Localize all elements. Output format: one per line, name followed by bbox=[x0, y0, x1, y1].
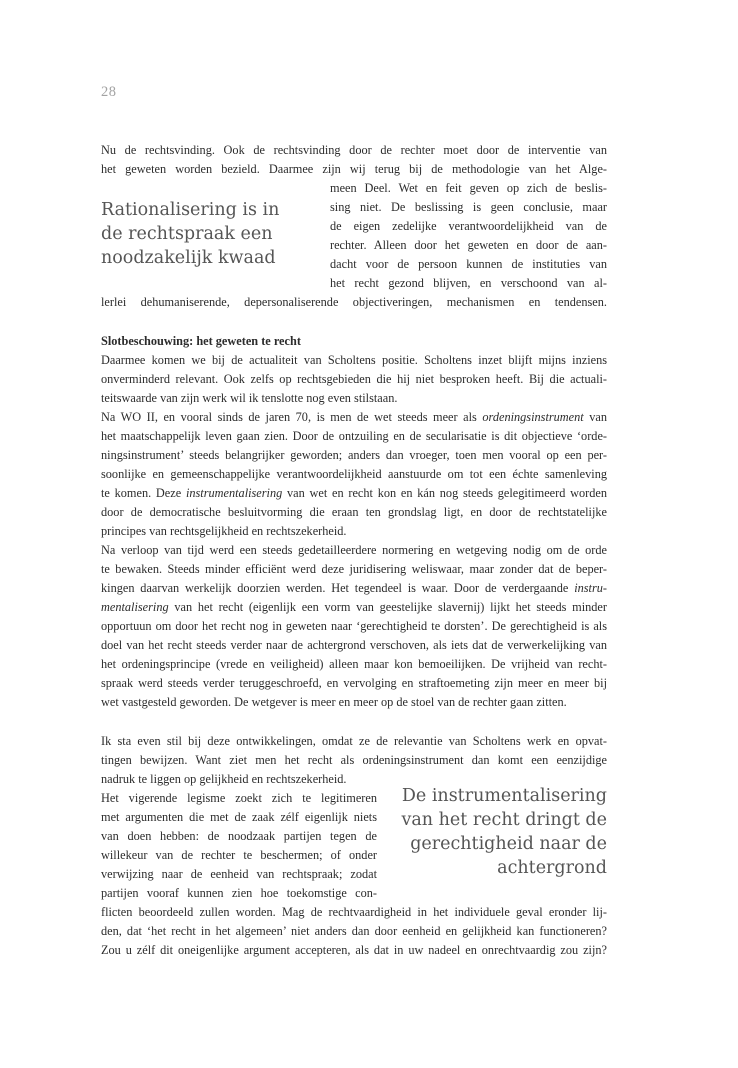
text-line: opportuun om door het recht nog in geweten naar ‘gerechtigheid te dorsten’. De gerechtigheid is als bbox=[101, 619, 607, 633]
text-line: nadruk te liggen op gelijkheid en rechtszekerheid. bbox=[101, 772, 347, 786]
text-line: te komen. Deze instrumentalisering van wet en recht kon en kán nog steeds gelegitimeerd worden bbox=[101, 486, 607, 500]
text-line: Het vigerende legisme zoekt zich te legitimeren bbox=[101, 791, 377, 805]
text-line: Daarmee komen we bij de actualiteit van Scholtens positie. Scholtens inzet blijft mijns inziens bbox=[101, 353, 607, 367]
pull-quote-line: van het recht dringt de bbox=[401, 810, 607, 830]
text-line: partijen vooraf kunnen zien hoe toekomstige con- bbox=[101, 886, 377, 900]
text-line: Zou u zélf dit oneigenlijke argument accepteren, als dat in uw nadeel en onrechtvaardig zou zijn? bbox=[101, 943, 607, 957]
text-line: de eigen zedelijke verantwoordelijkheid van de bbox=[330, 219, 607, 233]
text-line: het recht gezond blijven, en verschoond van al- bbox=[330, 276, 607, 290]
section-heading: Slotbeschouwing: het geweten te recht bbox=[101, 334, 301, 348]
text-line: meen Deel. Wet en feit geven op zich de beslis- bbox=[330, 181, 607, 195]
text-line: dacht voor de persoon kunnen de instituties van bbox=[330, 257, 607, 271]
text-line: tingen bewijzen. Want ziet men het recht als ordeningsinstrument dan komt een eenzijdige bbox=[101, 753, 607, 767]
text-line: ningsinstrument’ steeds belangrijker geworden; anders dan vroeger, toen men vooral op een per- bbox=[101, 448, 607, 462]
pull-quote-line: De instrumentalisering bbox=[401, 786, 607, 806]
text-line: wet vastgesteld geworden. De wetgever is meer en meer op de stoel van de rechter gaan zitten. bbox=[101, 695, 567, 709]
pull-quote-line: Rationalisering is in bbox=[101, 200, 280, 220]
text-line: verwijzing naar de eenheid van rechtspraak; zodat bbox=[101, 867, 377, 881]
text-line: door de democratische besluitvorming die eraan ten grondslag ligt, en door de rechtstatelijke bbox=[101, 505, 607, 519]
text-line: teitswaarde van zijn werk wil ik tenslotte nog even stilstaan. bbox=[101, 391, 398, 405]
text-line: soonlijke en gemeenschappelijke verantwoordelijkheid aanstuurde om tot een échte samenleving bbox=[101, 467, 607, 481]
text-line: onverminderd relevant. Ook zelfs op rechtsgebieden die hij niet besproken heeft. Bij die actuali- bbox=[101, 372, 607, 386]
text-line: van doen hebben: de noodzaak partijen tegen de bbox=[101, 829, 377, 843]
text-line: flicten beoordeeld zullen worden. Mag de rechtvaardigheid in het individuele geval eronder lij- bbox=[101, 905, 607, 919]
text-line: spraak werd steeds verder teruggeschroefd, en vervolging en straftoemeting zijn meer en meer bij bbox=[101, 676, 607, 690]
text-line: te bewaken. Steeds minder efficiënt werd deze juridisering weliswaar, maar zonder dat de beper- bbox=[101, 562, 607, 576]
text-line: sing niet. De beslissing is geen conclusie, maar bbox=[330, 200, 607, 214]
text-line: het geweten worden bezield. Daarmee zijn wij terug bij de methodologie van het Alge- bbox=[101, 162, 607, 176]
page-number: 28 bbox=[101, 84, 117, 100]
pull-quote-line: noodzakelijk kwaad bbox=[101, 248, 276, 268]
text-line: kingen daarvan werkelijk doorzien werden. Het tegendeel is waar. Door de verdergaande instru- bbox=[101, 581, 607, 595]
text-line: Nu de rechtsvinding. Ook de rechtsvinding door de rechter moet door de interventie van bbox=[101, 143, 607, 157]
text-line: het ordeningsprincipe (vrede en veiligheid) alleen maar kon bemoeilijken. De vrijheid van recht- bbox=[101, 657, 607, 671]
text-line: Ik sta even stil bij deze ontwikkelingen, omdat ze de relevantie van Scholtens werk en opvat- bbox=[101, 734, 607, 748]
text-line: met argumenten die met de zaak zélf eigenlijk niets bbox=[101, 810, 377, 824]
pull-quote-line: de rechtspraak een bbox=[101, 224, 273, 244]
text-line: willekeur van de rechter te beschermen; of onder bbox=[101, 848, 377, 862]
pull-quote-line: gerechtigheid naar de bbox=[410, 834, 607, 854]
text-line: het maatschappelijk leven gaan zien. Door de ontzuiling en de secularisatie is dit objectieve ‘orde- bbox=[101, 429, 607, 443]
text-line: Na verloop van tijd werd een steeds gedetailleerdere normering en wetgeving nodig om de orde bbox=[101, 543, 607, 557]
text-line: principes van rechtsgelijkheid en rechtszekerheid. bbox=[101, 524, 347, 538]
text-line: lerlei dehumaniserende, depersonaliserende objectiveringen, mechanismen en tendensen. bbox=[101, 295, 607, 309]
text-line: Na WO II, en vooral sinds de jaren 70, is men de wet steeds meer als ordeningsinstrument van bbox=[101, 410, 607, 424]
text-line: doel van het recht steeds verder naar de achtergrond verschoven, als iets dat de verwerkelijking van bbox=[101, 638, 607, 652]
text-line: den, dat ‘het recht in het algemeen’ niet anders dan door eenheid en gelijkheid kan functioneren? bbox=[101, 924, 607, 938]
pull-quote-line: achtergrond bbox=[497, 858, 607, 878]
text-line: rechter. Alleen door het geweten en door de aan- bbox=[330, 238, 607, 252]
text-line: mentalisering van het recht (eigenlijk een vorm van geestelijke slavernij) lijkt het steeds minder bbox=[101, 600, 607, 614]
